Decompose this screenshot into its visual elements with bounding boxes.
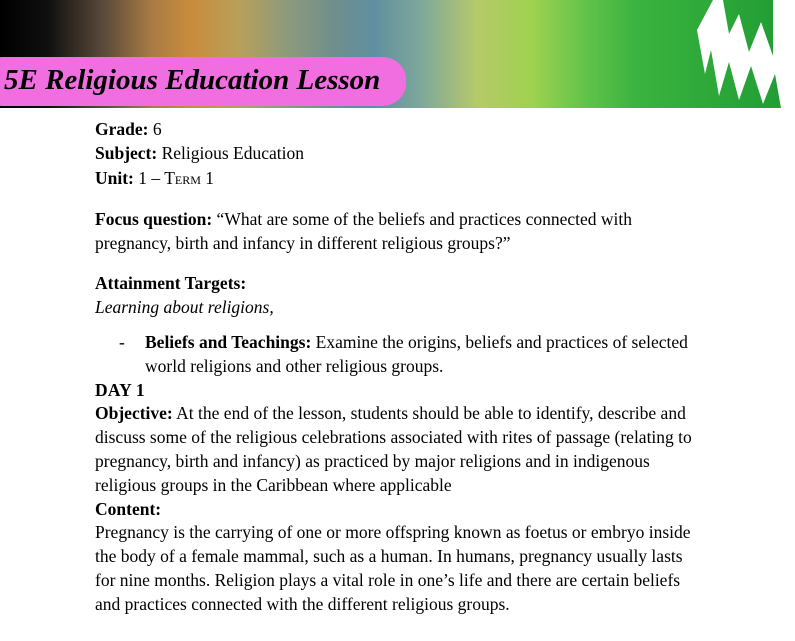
bullet-content <box>145 331 700 379</box>
focus-question-label: Focus question: <box>95 208 213 229</box>
attainment-targets-subheading: Learning about religions, <box>95 297 274 318</box>
focus-question-text: “What are some of the beliefs and practices connected with pregnancy, birth and infancy in different religious groups?” <box>95 208 632 253</box>
meta-unit-label: Unit: <box>95 167 134 188</box>
meta-subject-label: Subject: <box>95 143 158 164</box>
objective <box>95 402 700 497</box>
header-banner <box>0 0 795 110</box>
spacer <box>95 191 700 208</box>
focus-question <box>95 208 700 256</box>
spacer <box>95 255 700 272</box>
banner-zigzag-decoration <box>605 0 795 108</box>
meta-grade-value: 6 <box>152 119 162 139</box>
objective-label: Objective: <box>95 403 173 424</box>
day-heading: DAY 1 <box>95 379 145 400</box>
meta-unit-value: 1 – Term 1 <box>138 167 215 188</box>
meta-grade <box>95 118 700 142</box>
document-body <box>95 118 700 617</box>
meta-subject-value: Religious Education <box>161 143 305 164</box>
content-label: Content: <box>95 498 162 519</box>
meta-subject <box>95 142 700 166</box>
content-text: Pregnancy is the carrying of one or more offspring known as foetus or embryo inside the body of a female mammal, such as a human. In humans, pregnancy usually lasts for nine months. Religion plays a vital role in one’s life and there are certain beliefs and practices connected with the different religious groups. <box>95 522 691 614</box>
attainment-targets-heading: Attainment Targets: <box>95 273 247 294</box>
list-item <box>95 331 700 379</box>
bullet-text-value: Examine the origins, beliefs and practices of selected world religions and other religious groups. <box>145 332 688 376</box>
meta-unit <box>95 167 700 191</box>
objective-text: At the end of the lesson, students should be able to identify, describe and discuss some of the religious celebrations associated with rites of passage (relating to pregnancy, birth and infancy) as practiced by major religions and in indigenous religious groups in the Caribbean where applicable <box>95 403 692 495</box>
meta-grade-label: Grade: <box>95 119 149 139</box>
page-title: 5E Religious Education Lesson <box>0 57 406 106</box>
bullet-dash-icon: - <box>119 332 125 353</box>
bullet-label: Beliefs and Teachings: <box>145 332 312 353</box>
